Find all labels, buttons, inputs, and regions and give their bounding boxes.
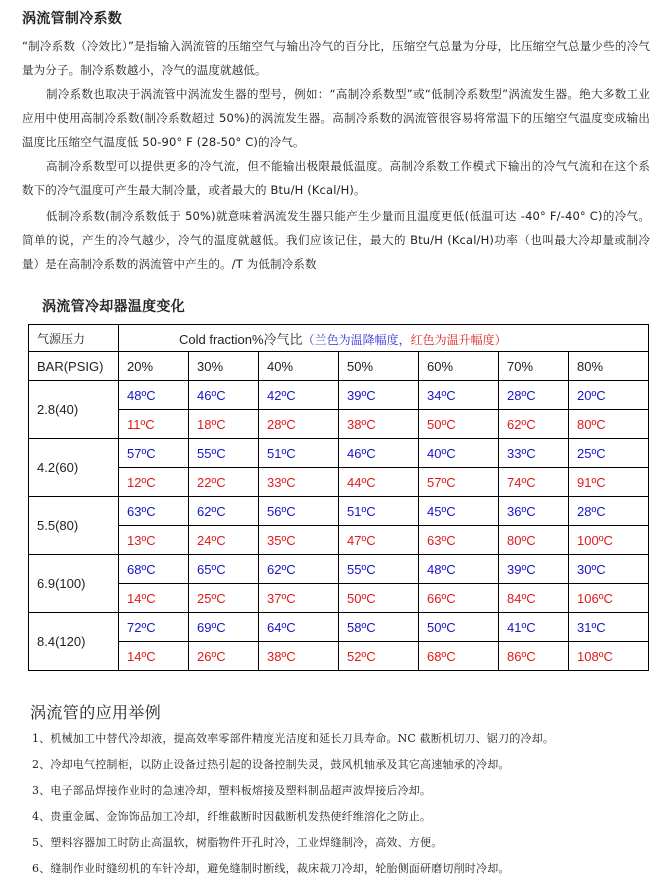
pressure-cell: 6.9(100) bbox=[29, 555, 119, 613]
column-header: 30% bbox=[189, 352, 259, 381]
temperature-drop-cell: 51ºC bbox=[259, 439, 339, 468]
temperature-rise-cell: 108ºC bbox=[569, 642, 649, 671]
header-note-blue: 兰色为温降幅度 bbox=[314, 332, 399, 347]
list-item: 6、缝制作业时缝纫机的车针冷却，避免缝制时断线，裁床裁刀冷却，轮胎侧面研磨切削时冷却。 bbox=[32, 862, 510, 875]
temperature-rise-cell: 86ºC bbox=[499, 642, 569, 671]
pressure-cell: 5.5(80) bbox=[29, 497, 119, 555]
temperature-rise-cell: 62ºC bbox=[499, 410, 569, 439]
temperature-rise-cell: 38ºC bbox=[259, 642, 339, 671]
temperature-drop-cell: 34ºC bbox=[419, 381, 499, 410]
header-note-red: 红色为温升幅度 bbox=[410, 332, 495, 347]
temperature-rise-cell: 50ºC bbox=[419, 410, 499, 439]
table-row bbox=[29, 497, 649, 526]
header-main-label: Cold fraction%冷气比 bbox=[179, 331, 303, 347]
temperature-rise-cell: 25ºC bbox=[189, 584, 259, 613]
temperature-drop-cell: 33ºC bbox=[499, 439, 569, 468]
list-item: 1、机械加工中替代冷却液，提高效率零部件精度光洁度和延长刀具寿命。NC 截断机切刀、锯刀的冷却。 bbox=[32, 732, 555, 745]
table-row bbox=[29, 410, 649, 439]
temperature-drop-cell: 20ºC bbox=[569, 381, 649, 410]
pressure-cell: 2.8(40) bbox=[29, 381, 119, 439]
table-title: 涡流管冷却器温度变化 bbox=[42, 299, 185, 315]
temperature-rise-cell: 106ºC bbox=[569, 584, 649, 613]
temperature-drop-cell: 58ºC bbox=[339, 613, 419, 642]
temperature-drop-cell: 55ºC bbox=[189, 439, 259, 468]
temperature-drop-cell: 48ºC bbox=[419, 555, 499, 584]
temperature-drop-cell: 69ºC bbox=[189, 613, 259, 642]
temperature-rise-cell: 38ºC bbox=[339, 410, 419, 439]
corner-label: 气源压力 bbox=[29, 325, 119, 352]
column-header: 40% bbox=[259, 352, 339, 381]
table-row bbox=[29, 584, 649, 613]
column-header: 60% bbox=[419, 352, 499, 381]
temperature-drop-cell: 68ºC bbox=[119, 555, 189, 584]
temperature-drop-cell: 41ºC bbox=[499, 613, 569, 642]
unit-label: BAR(PSIG) bbox=[29, 352, 119, 381]
list-item: 4、贵重金属、金饰饰品加工冷却，纤维截断时因截断机发热使纤维溶化之防止。 bbox=[32, 810, 432, 823]
temperature-drop-cell: 72ºC bbox=[119, 613, 189, 642]
paragraph-low-coefficient: 低制冷系数(制冷系数低于 50%)就意味着涡流发生器只能产生少量而且温度更低(低温可达 -40° F/-40° C)的冷气。简单的说，产生的冷气越少，冷气的温度就越低。我们应该记住，最大的 Btu/H (Kcal/H)功率（也叫最大冷却量或制冷量）是在高制冷系数的涡流管中产生的。/T 为低制冷系数 bbox=[22, 209, 650, 271]
temperature-rise-cell: 26ºC bbox=[189, 642, 259, 671]
temperature-drop-cell: 31ºC bbox=[569, 613, 649, 642]
header-cold-fraction bbox=[119, 325, 649, 352]
applications-title: 涡流管的应用举例 bbox=[30, 703, 162, 722]
column-header: 70% bbox=[499, 352, 569, 381]
temperature-rise-cell: 68ºC bbox=[419, 642, 499, 671]
temperature-rise-cell: 14ºC bbox=[119, 584, 189, 613]
temperature-rise-cell: 24ºC bbox=[189, 526, 259, 555]
temperature-rise-cell: 35ºC bbox=[259, 526, 339, 555]
temperature-rise-cell: 63ºC bbox=[419, 526, 499, 555]
temperature-rise-cell: 66ºC bbox=[419, 584, 499, 613]
table-row bbox=[29, 555, 649, 584]
pressure-cell: 4.2(60) bbox=[29, 439, 119, 497]
temperature-rise-cell: 33ºC bbox=[259, 468, 339, 497]
temperature-drop-cell: 65ºC bbox=[189, 555, 259, 584]
applications-list bbox=[32, 726, 554, 882]
temperature-drop-cell: 50ºC bbox=[419, 613, 499, 642]
temperature-rise-cell: 22ºC bbox=[189, 468, 259, 497]
temperature-rise-cell: 12ºC bbox=[119, 468, 189, 497]
temperature-rise-cell: 100ºC bbox=[569, 526, 649, 555]
temperature-table bbox=[28, 324, 649, 671]
temperature-drop-cell: 42ºC bbox=[259, 381, 339, 410]
paragraph-generator-type: 制冷系数也取决于涡流管中涡流发生器的型号，例如：“高制冷系数型”或“低制冷系数型”涡流发生器。绝大多数工业应用中使用高制冷系数(制冷系数超过 50%)的涡流发生器。高制冷系数的涡流管很容易将常温下的压缩空气温度变成输出温度比压缩空气温度低 50-90° F (28-50° C)的冷气。 bbox=[22, 87, 650, 149]
temperature-drop-cell: 64ºC bbox=[259, 613, 339, 642]
temperature-drop-cell: 36ºC bbox=[499, 497, 569, 526]
temperature-rise-cell: 13ºC bbox=[119, 526, 189, 555]
temperature-rise-cell: 74ºC bbox=[499, 468, 569, 497]
temperature-rise-cell: 11ºC bbox=[119, 410, 189, 439]
column-header: 80% bbox=[569, 352, 649, 381]
section-title-cooling-coefficient: 涡流管制冷系数 bbox=[22, 11, 123, 27]
temperature-drop-cell: 39ºC bbox=[339, 381, 419, 410]
temperature-drop-cell: 55ºC bbox=[339, 555, 419, 584]
list-item: 5、塑料容器加工时防止高温软，树脂物件开孔时冷，工业焊缝制冷，高效、方便。 bbox=[32, 836, 443, 849]
table-row bbox=[29, 613, 649, 642]
temperature-rise-cell: 50ºC bbox=[339, 584, 419, 613]
column-header: 20% bbox=[119, 352, 189, 381]
table-row bbox=[29, 381, 649, 410]
temperature-rise-cell: 28ºC bbox=[259, 410, 339, 439]
pressure-cell: 8.4(120) bbox=[29, 613, 119, 671]
temperature-rise-cell: 47ºC bbox=[339, 526, 419, 555]
header-note-open: （ bbox=[302, 332, 315, 347]
list-item: 3、电子部品焊接作业时的急速冷却，塑料板熔接及塑料制品超声波焊接后冷却。 bbox=[32, 784, 432, 797]
temperature-drop-cell: 46ºC bbox=[339, 439, 419, 468]
temperature-drop-cell: 56ºC bbox=[259, 497, 339, 526]
table-row bbox=[29, 526, 649, 555]
list-item: 2、冷却电气控制柜，以防止设备过热引起的设备控制失灵，鼓风机轴承及其它高速轴承的冷却。 bbox=[32, 758, 510, 771]
temperature-rise-cell: 80ºC bbox=[569, 410, 649, 439]
table-row bbox=[29, 468, 649, 497]
temperature-rise-cell: 44ºC bbox=[339, 468, 419, 497]
temperature-rise-cell: 52ºC bbox=[339, 642, 419, 671]
table-row bbox=[29, 439, 649, 468]
header-note-close: ） bbox=[494, 332, 507, 347]
temperature-rise-cell: 14ºC bbox=[119, 642, 189, 671]
temperature-drop-cell: 63ºC bbox=[119, 497, 189, 526]
temperature-drop-cell: 46ºC bbox=[189, 381, 259, 410]
temperature-drop-cell: 62ºC bbox=[189, 497, 259, 526]
temperature-rise-cell: 80ºC bbox=[499, 526, 569, 555]
temperature-rise-cell: 84ºC bbox=[499, 584, 569, 613]
paragraph-definition: “制冷系数（冷效比）”是指输入涡流管的压缩空气与输出冷气的百分比，压缩空气总量为分母，比压缩空气总量少些的冷气量为分子。制冷系数越小，冷气的温度就越低。 bbox=[22, 39, 650, 77]
temperature-drop-cell: 45ºC bbox=[419, 497, 499, 526]
temperature-rise-cell: 57ºC bbox=[419, 468, 499, 497]
temperature-rise-cell: 91ºC bbox=[569, 468, 649, 497]
temperature-rise-cell: 18ºC bbox=[189, 410, 259, 439]
temperature-drop-cell: 48ºC bbox=[119, 381, 189, 410]
paragraph-high-coefficient: 高制冷系数型可以提供更多的冷气流，但不能输出极限最低温度。高制冷系数工作模式下输出的冷气气流和在这个系数下的冷气温度可产生最大制冷量，或者最大的 Btu/H (Kcal/H)。 bbox=[22, 159, 650, 197]
table-row bbox=[29, 642, 649, 671]
column-header: 50% bbox=[339, 352, 419, 381]
temperature-drop-cell: 57ºC bbox=[119, 439, 189, 468]
temperature-drop-cell: 39ºC bbox=[499, 555, 569, 584]
temperature-drop-cell: 62ºC bbox=[259, 555, 339, 584]
temperature-drop-cell: 30ºC bbox=[569, 555, 649, 584]
temperature-drop-cell: 28ºC bbox=[569, 497, 649, 526]
header-note-sep: ， bbox=[398, 332, 411, 347]
temperature-rise-cell: 37ºC bbox=[259, 584, 339, 613]
temperature-drop-cell: 28ºC bbox=[499, 381, 569, 410]
temperature-drop-cell: 25ºC bbox=[569, 439, 649, 468]
temperature-drop-cell: 40ºC bbox=[419, 439, 499, 468]
temperature-drop-cell: 51ºC bbox=[339, 497, 419, 526]
